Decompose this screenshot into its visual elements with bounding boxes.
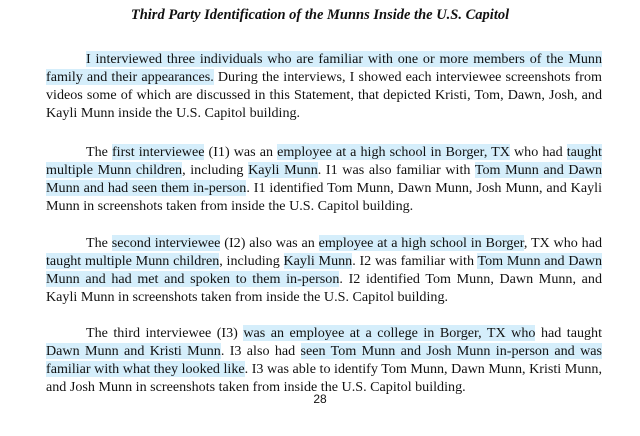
text-segment: who had [509,144,567,160]
text-segment: . I1 was also familiar with [317,162,475,178]
text-segment: , TX who had [523,235,602,251]
page-number: 28 [313,392,327,406]
highlighted-text: employee at a high school in Borger [318,235,524,251]
text-segment: (I1) was an [204,144,278,160]
paragraph-1 [46,50,602,122]
highlighted-text: Tom Munn and Dawn Munn and had met and spoken to them in-person [46,253,602,287]
highlighted-text: Kayli Munn [283,253,353,269]
highlighted-text: Dawn Munn and Kristi Munn [46,343,221,359]
highlighted-text: first interviewee [111,144,205,160]
text-segment: . I3 also had [220,343,301,359]
highlighted-text: taught multiple Munn children [46,144,602,178]
highlighted-text: Kayli Munn [248,162,318,178]
text-segment: . I2 identified Tom Munn, Dawn Munn, and Kayli Munn in screenshots taken from inside the U.S. Capitol building. [46,271,603,305]
paragraph-3 [46,234,602,306]
text-segment: . I2 was familiar with [352,253,478,269]
highlighted-text: taught multiple Munn children [46,253,220,269]
paragraph-4 [46,324,602,396]
section-heading: Third Party Identification of the Munns Inside the U.S. Capitol [130,7,510,23]
text-segment: (I2) also was an [220,235,319,251]
text-segment: , including [219,253,284,269]
highlighted-text: Tom Munn and Dawn Munn and had seen them in-person [46,162,603,196]
highlighted-text: was an employee at a college in Borger, TX who [243,325,536,341]
text-segment: , including [182,162,249,178]
highlighted-text: I interviewed three individuals who are familiar with one or more members of the Munn family and their appearances. [46,51,602,85]
text-segment: During the interviews, I showed each interviewee screenshots from videos some of which are discussed in this Statement, that depicted Kristi, Tom, Dawn, Josh, and Kayli Munn inside the U.S. Capitol building. [46,69,602,121]
highlighted-text: seen Tom Munn and Josh Munn in-person and was familiar with what they looked like [46,343,602,377]
highlighted-text: second interviewee [111,235,221,251]
text-segment: The third interviewee (I3) [86,325,244,341]
text-segment: . I3 was able to identify Tom Munn, Dawn Munn, Kristi Munn, and Josh Munn in screenshots taken from inside the U.S. Capitol building. [46,361,602,395]
text-segment: The [86,144,112,160]
highlighted-text: employee at a high school in Borger, TX [277,144,510,160]
text-segment: The [86,235,112,251]
text-segment: had taught [535,325,602,341]
paragraph-2 [46,143,602,215]
text-segment: . I1 identified Tom Munn, Dawn Munn, Josh Munn, and Kayli Munn in screenshots taken from inside the U.S. Capitol building. [46,180,602,214]
